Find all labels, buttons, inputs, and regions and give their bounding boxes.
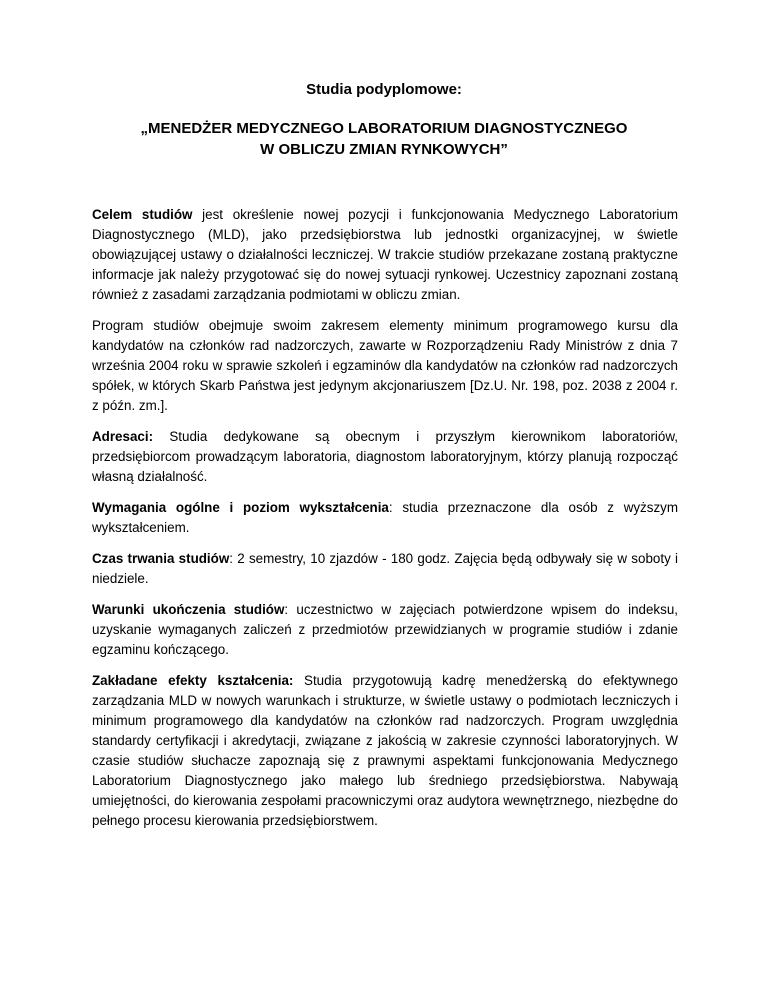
paragraph-text: : studia przeznaczone dla osób z wyższym wykształceniem. [92,500,678,535]
paragraph-label: Adresaci: [92,429,154,444]
paragraph-text: jest określenie nowej pozycji i funkcjonowania Medycznego Laboratorium Diagnostycznego (MLD), jako przedsiębiorstwa lub jednostki organizacyjnej, w świetle obowiązującej ustawy o działalności leczniczej. W trakcie studiów przekazane zostaną praktyczne informacje jak należy przygotować się do nowej sytuacji rynkowej. Uczestnicy zapoznani zostaną również z zasadami zarządzania podmiotami w obliczu zmian. [92,207,678,302]
paragraph-label: Zakładane efekty kształcenia: [92,673,294,688]
title-line-1: „MENEDŻER MEDYCZNEGO LABORATORIUM DIAGNOSTYCZNEGO [140,120,628,137]
paragraph-text: Studia przygotowują kadrę menedżerską do efektywnego zarządzania MLD w nowych warunkach i strukturze, w świetle ustawy o podmiotach leczniczych i minimum programowego dla kandydatów na członków rad nadzorczych. Program uwzględnia standardy certyfikacji i akredytacji, związane z jakością w zakresie czynności laboratoryjnych. W czasie studiów słuchacze zapoznają się z prawnymi aspektami funkcjonowania Medycznego Laboratorium Diagnostycznego jako małego lub średniego przedsiębiorstwa. Nabywają umiejętności, do kierowania zespołami pracowniczymi oraz audytora wewnętrznego, niezbędne do pełnego procesu kierowania przedsiębiorstwem. [92,673,678,828]
paragraph-audience [92,427,678,487]
paragraph-duration [92,549,678,589]
document-title [0,118,768,160]
paragraph-label: Celem studiów [92,207,193,222]
paragraph-text: Program studiów obejmuje swoim zakresem elementy minimum programowego kursu dla kandydatów na członków rad nadzorczych, zawarte w Rozporządzeniu Rady Ministrów z dnia 7 września 2004 roku w sprawie szkoleń i egzaminów dla kandydatów na członków rad nadzorczych spółek, w których Skarb Państwa jest jedynym akcjonariuszem [Dz.U. Nr. 198, poz. 2038 z 2004 r. z późn. zm.]. [92,318,678,413]
paragraph-label: Warunki ukończenia studiów [92,602,285,617]
paragraph-label: Wymagania ogólne i poziom wykształcenia [92,500,389,515]
paragraph-requirements [92,498,678,538]
paragraph-text: Studia dedykowane są obecnym i przyszłym kierownikom laboratoriów, przedsiębiorcom prowadzącym laboratoria, diagnostom laboratoryjnym, którzy planują rozpocząć własną działalność. [92,429,678,484]
paragraph-program [92,316,678,416]
paragraph-label: Czas trwania studiów [92,551,230,566]
document-body [92,205,678,842]
paragraph-outcomes [92,671,678,831]
paragraph-completion [92,600,678,660]
paragraph-text: : 2 semestry, 10 zjazdów - 180 godz. Zajęcia będą odbywały się w soboty i niedziele. [92,551,678,586]
paragraph-text: : uczestnictwo w zajęciach potwierdzone wpisem do indeksu, uzyskanie wymaganych zaliczeń z przedmiotów przewidzianych w programie studiów i zdanie egzaminu kończącego. [92,602,678,657]
paragraph-goal [92,205,678,305]
document-heading: Studia podyplomowe: [306,81,462,98]
title-line-2: W OBLICZU ZMIAN RYNKOWYCH” [260,141,508,158]
